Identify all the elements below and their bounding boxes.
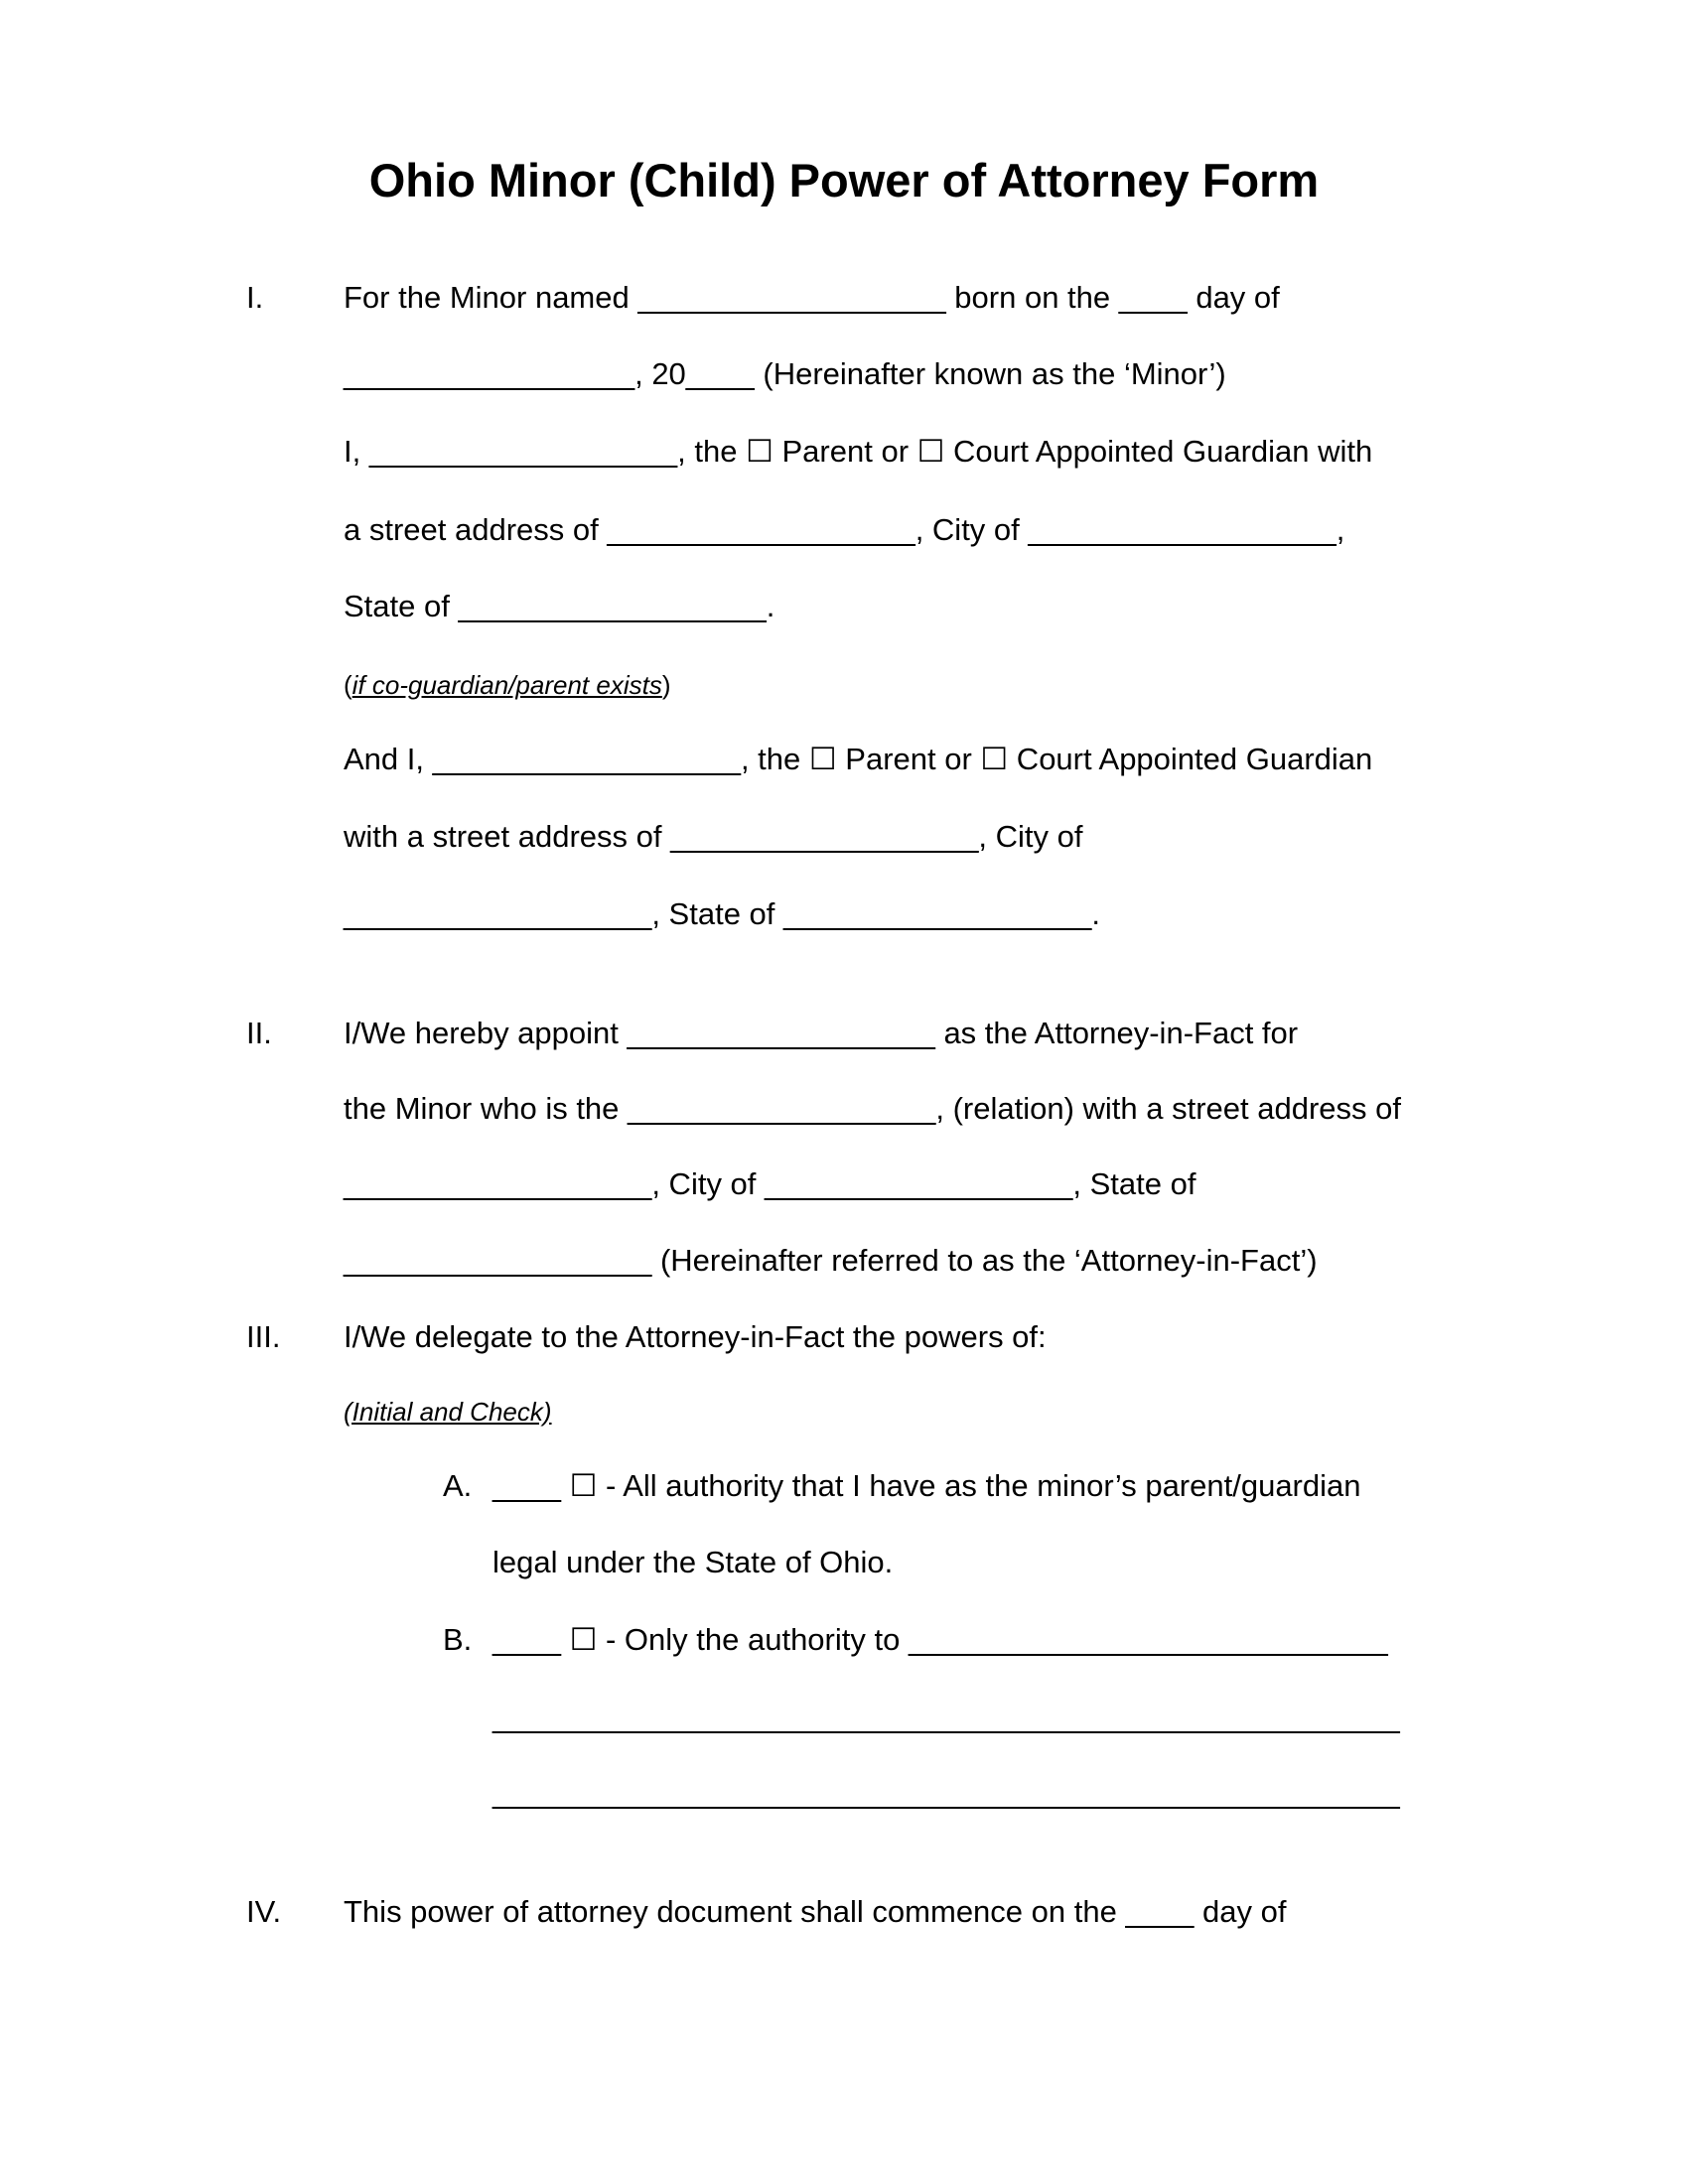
option-b-line-1: ____ ☐ - Only the authority to ____________________________ [492, 1622, 1388, 1657]
section-numeral-iii: III. [246, 1319, 281, 1354]
section-iii-line-1: I/We delegate to the Attorney-in-Fact the powers of: [344, 1319, 1047, 1354]
option-a-letter: A. [443, 1468, 473, 1503]
coguardian-note-close: ) [661, 670, 671, 700]
section-numeral-iv: IV. [246, 1894, 282, 1929]
section-ii-line-2: the Minor who is the __________________, (relation) with a street address of [344, 1091, 1402, 1126]
section-numeral-ii: II. [246, 1016, 272, 1050]
section-ii-line-3: __________________, City of __________________, State of [344, 1166, 1196, 1201]
instruction-initial-and-check: (Initial and Check) [344, 1397, 552, 1427]
option-b-line-3: _____________________________________________________ [492, 1775, 1400, 1810]
section-iv-line-1: This power of attorney document shall commence on the ____ day of [344, 1894, 1287, 1929]
page-title: Ohio Minor (Child) Power of Attorney Form [368, 154, 1320, 206]
section-ii-line-4: __________________ (Hereinafter referred to as the ‘Attorney-in-Fact’) [344, 1243, 1318, 1278]
section-i-line-5: State of __________________. [344, 589, 775, 623]
section-i-line-1: For the Minor named __________________ born on the ____ day of [344, 280, 1280, 315]
section-i-line-6: And I, __________________, the ☐ Parent or ☐ Court Appointed Guardian [344, 742, 1373, 776]
coguardian-note-text: if co-guardian/parent exists [352, 670, 662, 700]
option-a-line-1: ____ ☐ - All authority that I have as the minor’s parent/guardian [492, 1468, 1361, 1503]
option-a-line-2: legal under the State of Ohio. [492, 1545, 894, 1579]
section-i-line-4: a street address of __________________, City of __________________, [344, 512, 1345, 547]
coguardian-note [344, 665, 671, 705]
option-b-letter: B. [443, 1622, 473, 1657]
section-ii-line-1: I/We hereby appoint __________________ as the Attorney-in-Fact for [344, 1016, 1299, 1050]
section-i-line-2: _________________, 20____ (Hereinafter known as the ‘Minor’) [344, 356, 1226, 391]
coguardian-note-open: ( [344, 670, 352, 700]
section-i-line-3: I, __________________, the ☐ Parent or ☐ Court Appointed Guardian with [344, 434, 1373, 469]
section-i-line-8: __________________, State of __________________. [344, 896, 1100, 931]
section-i-line-7: with a street address of __________________, City of [344, 819, 1083, 854]
option-b-line-2: _____________________________________________________ [492, 1700, 1400, 1734]
section-numeral-i: I. [246, 280, 264, 315]
